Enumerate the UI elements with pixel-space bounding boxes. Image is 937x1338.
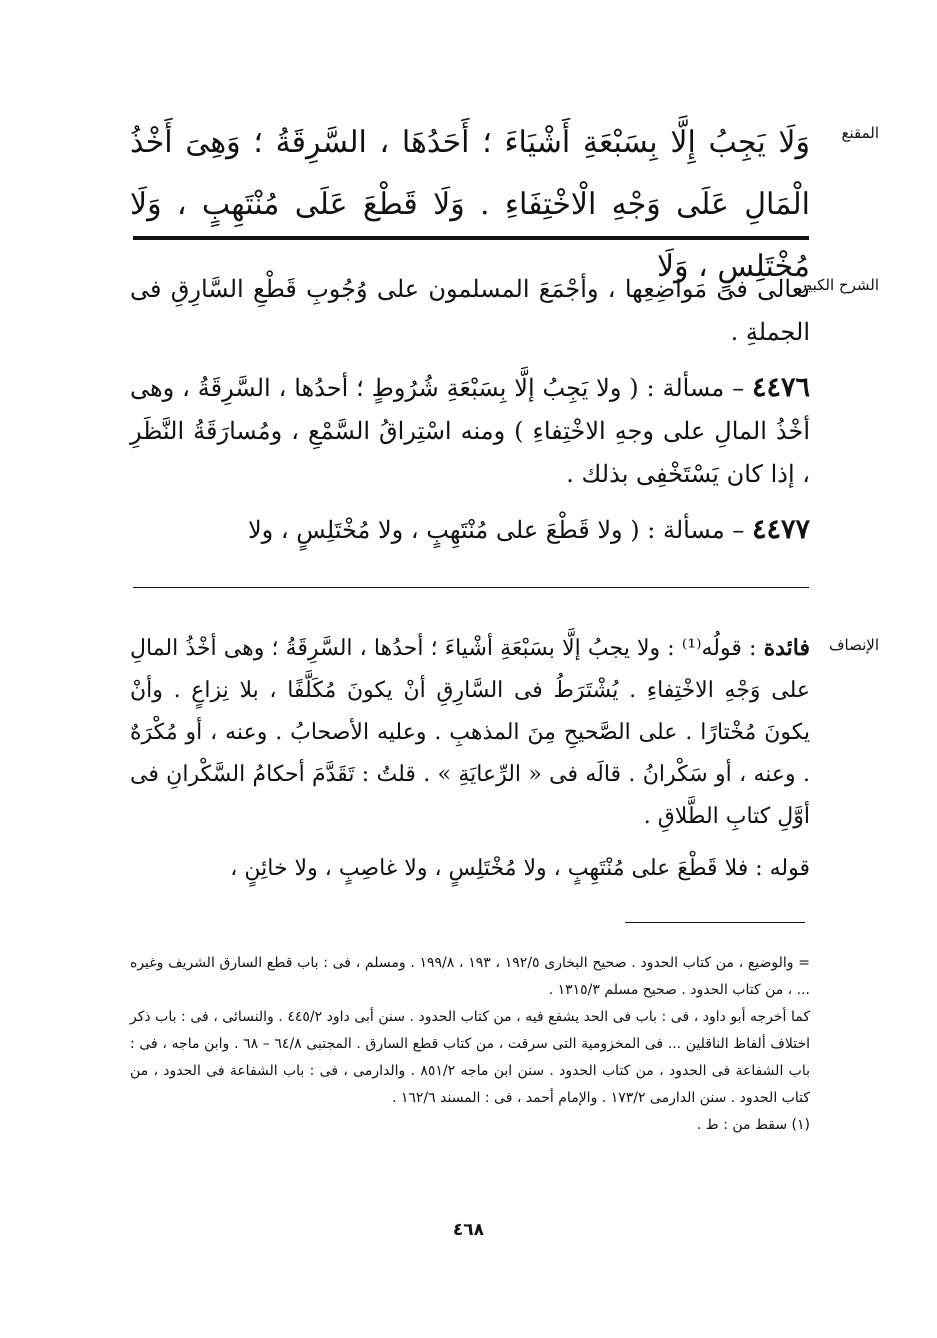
page-number: ٤٦٨ xyxy=(452,1220,485,1240)
section-label-sharh: الشرح الكبير xyxy=(799,276,879,294)
section-divider-thick xyxy=(133,236,809,240)
footnote-continuation-2: كما أخرجه أبو داود ، فى : باب فى الحد يشفع فيه ، من كتاب الحدود . سنن أبى داود ٤٤٥/٢ . والنسائى ، فى : باب ذكر اختلاف ألفاظ الناقلين ... فى المخزومية التى سرقت ، من كتاب قطع السارق . المجتبى ٦٤/٨ – ٦٨ . وابن ماجه ، فى : باب الشفاعة فى الحدود ، من كتاب الحدود . سنن ابن ماجه ٨٥١/٢ . والدارمى ، فى : باب الشفاعة فى الحدود ، من كتاب الحدود . سنن الدارمى ١٧٣/٢ . والإمام أحمد ، فى : المسند ١٦٢/٦ . xyxy=(130,1009,811,1106)
masala-text: – مسألة : ( ولا يَجِبُ إلَّا بِسَبْعَةِ شُرُوطٍ ؛ أحدُها ، السَّرِقَةُ ، وهى أخْذُ المالِ على وجهِ الاخْتِفاءِ ) ومنه اسْتِراقُ السَّمْعِ ، ومُسارَقَةُ النَّظَرِ ، إذا كان يَسْتَخْفِى بذلك . xyxy=(130,374,810,488)
sharh-paragraph-1: تعالى فى مَواضِعِها ، وأجْمَعَ المسلمون على وُجُوبِ قَطْعِ السَّارِقِ فى الجملةِ . xyxy=(130,275,810,346)
muqni-paragraph: وَلَا يَجِبُ إِلَّا بِسَبْعَةِ أَشْيَاءَ ؛ أَحَدُهَا ، السَّرِقَةُ ؛ وَهِىَ أَخْذُ الْمَالِ عَلَى وَجْهِ الْاخْتِفَاءِ . وَلَا قَطْعَ عَلَى مُنْتَهِبٍ ، وَلَا مُخْتَلِسٍ ، وَلَا xyxy=(130,125,810,284)
faida-label: فائدة xyxy=(763,635,810,661)
footnote-divider xyxy=(625,922,805,923)
insaf-paragraph-2: قوله : فلا قَطْعَ على مُنْتَهِبٍ ، ولا مُخْتَلِسٍ ، ولا غاصِبٍ ، ولا خائِنٍ ، xyxy=(230,856,810,881)
insaf-paragraph-1 xyxy=(130,627,810,838)
masala-4477 xyxy=(130,508,810,552)
masala-text: – مسألة : ( ولا قَطْعَ على مُنْتَهِبٍ ، ولا مُخْتَلِسٍ ، ولا xyxy=(247,516,745,544)
masala-4476 xyxy=(130,366,810,496)
sharh-text xyxy=(130,268,810,552)
masala-number: ٤٤٧٧ xyxy=(751,514,810,545)
section-divider-thin xyxy=(133,587,809,588)
section-label-insaf: الإنصاف xyxy=(828,636,879,654)
masala-number: ٤٤٧٦ xyxy=(751,372,810,403)
insaf-paragraph-1-text: : قولُه⁽¹⁾ : ولا يجبُ إلَّا بسَبْعَةِ أشْياءَ ؛ أحدُها ، السَّرِقَةُ ؛ وهى أخْذُ المالِ على وَجْهِ الاخْتِفاءِ . يُشْتَرَطُ فى السَّارِقِ أنْ يكونَ مُكَلَّفًا ، بلا نِزاعٍ . وأنْ يكونَ مُخْتارًا . على الصَّحيحِ مِنَ المذهبِ . وعليه الأصحابُ . وعنه ، أو مُكْرَهٌ . وعنه ، أو سَكْرانُ . قالَه فى « الرِّعايَةِ » . قلتُ : تَقَدَّمَ أحكامُ السَّكْرانِ فى أوَّلِ كتابِ الطَّلاقِ . xyxy=(130,636,810,829)
insaf-text xyxy=(130,627,810,890)
footnotes xyxy=(130,950,810,1139)
footnote-continuation: = والوضيع ، من كتاب الحدود . صحيح البخارى ١٩٢/٥ ، ١٩٣ ، ١٩٩/٨ . ومسلم ، فى : باب قطع السارق الشريف وغيره ... ، من كتاب الحدود . صحيح مسلم ١٣١٥/٣ . xyxy=(130,955,811,998)
section-label-muqni: المقنع xyxy=(841,124,879,142)
footnote-1: (١) سقط من : ط . xyxy=(696,1117,810,1133)
